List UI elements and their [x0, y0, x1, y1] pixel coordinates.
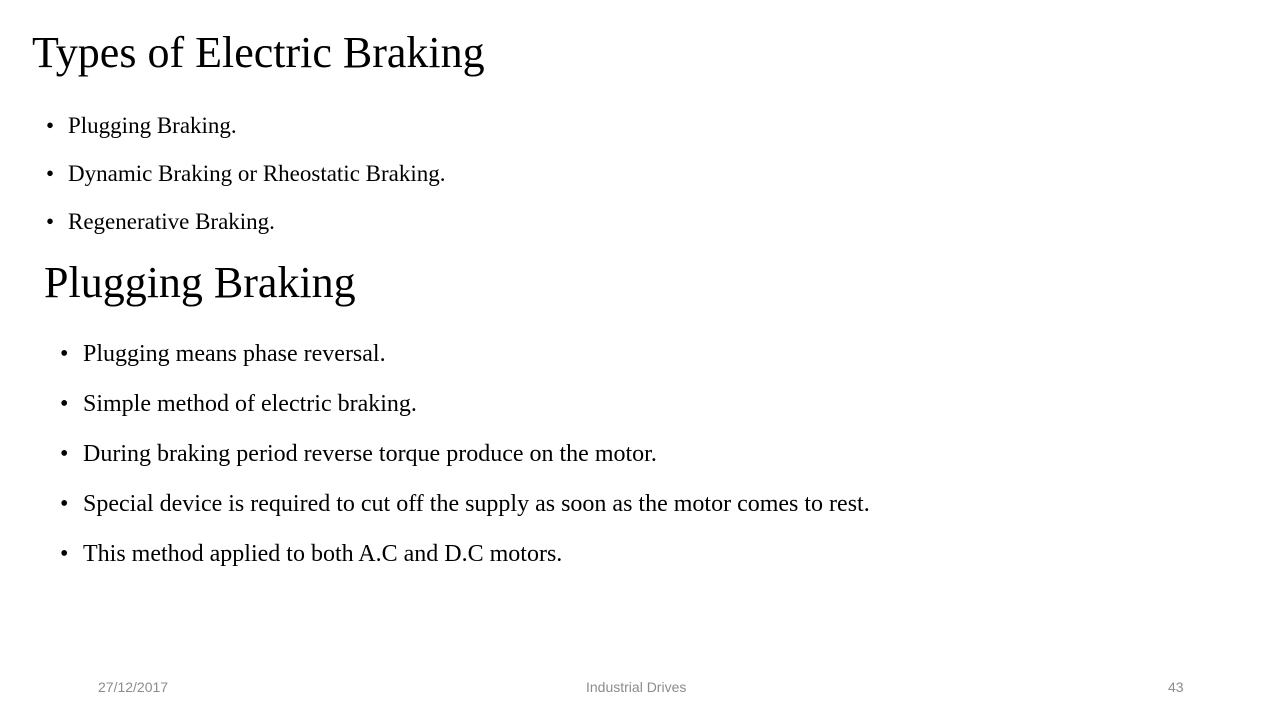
page-number: 43	[1168, 679, 1184, 695]
footer-date: 27/12/2017	[98, 679, 169, 695]
bullet-icon: •	[60, 491, 69, 517]
bullet-icon: •	[46, 161, 55, 186]
list-item-text: Dynamic Braking or Rheostatic Braking.	[68, 161, 446, 186]
list-item-text: Plugging Braking.	[68, 113, 237, 138]
list-item-text: This method applied to both A.C and D.C motors.	[83, 541, 563, 567]
list-item-text: Special device is required to cut off the supply as soon as the motor comes to rest.	[83, 491, 870, 517]
list-item	[60, 386, 870, 436]
bullet-icon: •	[60, 541, 69, 567]
list-item-text: Simple method of electric braking.	[83, 391, 417, 417]
list-item-text: Regenerative Braking.	[68, 209, 275, 234]
braking-types-list	[46, 110, 446, 254]
section-heading: Plugging Braking	[44, 258, 356, 307]
list-item	[46, 206, 446, 254]
list-item	[46, 158, 446, 206]
list-item-text: During braking period reverse torque produce on the motor.	[83, 441, 657, 467]
list-item-text: Plugging means phase reversal.	[83, 341, 386, 367]
bullet-icon: •	[60, 391, 69, 417]
list-item	[60, 536, 870, 586]
bullet-icon: •	[60, 341, 69, 367]
list-item	[60, 486, 870, 536]
plugging-points-list	[60, 336, 870, 586]
bullet-icon: •	[46, 113, 55, 138]
bullet-icon: •	[60, 441, 69, 467]
footer-title: Industrial Drives	[586, 679, 687, 695]
bullet-icon: •	[46, 209, 55, 234]
list-item	[60, 436, 870, 486]
list-item	[60, 336, 870, 386]
list-item	[46, 110, 446, 158]
slide-title: Types of Electric Braking	[32, 28, 485, 77]
